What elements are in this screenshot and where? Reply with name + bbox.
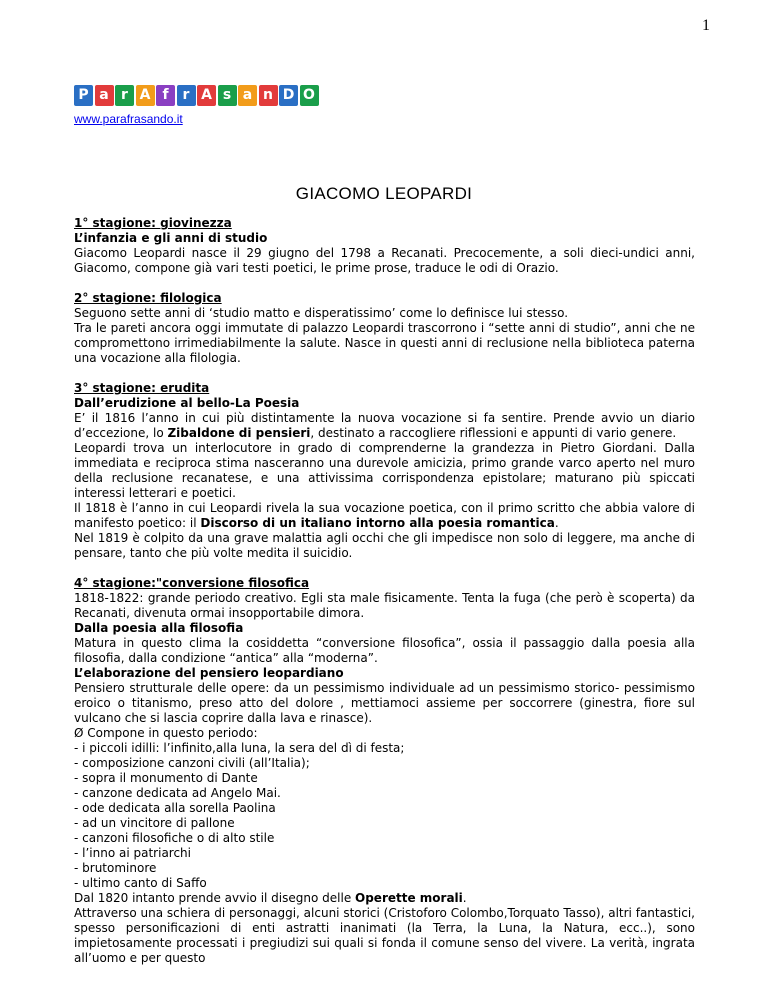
logo-letter: n: [259, 85, 278, 106]
logo-letter: A: [136, 85, 155, 106]
site-link[interactable]: www.parafrasando.it: [74, 112, 183, 126]
list-item: - canzoni filosofiche o di alto stile: [74, 831, 275, 845]
section-subhead: Dall’erudizione al bello-La Poesia: [74, 396, 300, 410]
list-item: - brutominore: [74, 861, 157, 875]
logo-letter: r: [177, 85, 196, 106]
section-2: [74, 291, 695, 366]
logo-letter: O: [300, 85, 319, 106]
section-subhead: L’infanzia e gli anni di studio: [74, 231, 268, 245]
paragraph-text: .: [554, 516, 559, 530]
paragraph-text: , destinato a raccogliere riflessioni e appunti di vario genere.: [310, 426, 677, 440]
paragraph: Nel 1819 è colpito da una grave malattia agli occhi che gli impedisce non solo di leggere, ma anche di pensare, tanto che più volte medita il suicidio.: [74, 531, 695, 560]
paragraph: 1818-1822: grande periodo creativo. Egli sta male fisicamente. Tenta la fuga (che però è scoperta) da Recanati, divenuta ormai insopportabile dimora.: [74, 591, 695, 620]
logo-letter: f: [156, 85, 175, 106]
paragraph: [74, 501, 695, 531]
logo-letter: r: [115, 85, 134, 106]
list-item: - ode dedicata alla sorella Paolina: [74, 801, 276, 815]
list-intro: Ø Compone in questo periodo:: [74, 726, 258, 740]
work-title: Zibaldone di pensieri: [167, 426, 311, 440]
logo-letter: A: [197, 85, 216, 106]
list-item: - canzone dedicata ad Angelo Mai.: [74, 786, 281, 800]
paragraph: Tra le pareti ancora oggi immutate di palazzo Leopardi trascorrono i “sette anni di studio”, anni che ne compromettono irrimediabilmente la salute. Nasce in questi anni di reclusione nella biblioteca paterna una vocazione alla filologia.: [74, 321, 695, 365]
paragraph: Pensiero strutturale delle opere: da un pessimismo individuale ad un pessimismo storico- pessimismo eroico o titanismo, preso atto del dolore , mettiamoci assieme per soccorrere (ginestra, fiore sul vulcano che si lascia coprire dalla lava e rinasce).: [74, 681, 695, 725]
list-item: - i piccoli idilli: l’infinito,alla luna, la sera del dì di festa;: [74, 741, 405, 755]
paragraph: Giacomo Leopardi nasce il 29 giugno del 1798 a Recanati. Precocemente, a soli dieci-undici anni, Giacomo, compone già vari testi poetici, le prime prose, traduce le odi di Orazio.: [74, 246, 695, 275]
page-number: 1: [702, 17, 710, 34]
document-title: GIACOMO LEOPARDI: [295, 184, 473, 203]
parafrasando-logo[interactable]: [74, 85, 320, 106]
list-item: - l’inno ai patriarchi: [74, 846, 191, 860]
section-3: [74, 381, 695, 561]
paragraph: [74, 891, 695, 906]
section-1: [74, 216, 695, 276]
paragraph: Leopardi trova un interlocutore in grado di comprenderne la grandezza in Pietro Giordani. Dalla immediata e reciproca stima nasceranno una durevole amicizia, primo grande varco aperto nel muro della reclusione recanatese, e una attivissima corrispondenza epistolare; maturano più spiccati interessi letterari e poetici.: [74, 441, 695, 500]
paragraph-text: Dal 1820 intanto prende avvio il disegno delle: [74, 891, 356, 905]
list-item: - ultimo canto di Saffo: [74, 876, 207, 890]
logo-letter: a: [95, 85, 114, 106]
works-list: [74, 741, 695, 891]
logo-letter: P: [74, 85, 93, 106]
paragraph: Attraverso una schiera di personaggi, alcuni storici (Cristoforo Colombo,Torquato Tasso), altri fantastici, spesso personificazioni di enti astratti inanimati (la Terra, la Luna, la Natura, ecc..), sono impietosamente processati i pregiudizi sui quali si fonda il comune senso del vivere. La verità, ingrata all’uomo e per questo: [74, 906, 695, 965]
list-item: - composizione canzoni civili (all’Italia);: [74, 756, 310, 770]
section-4: [74, 576, 695, 966]
paragraph-text: Il 1818 è l’anno in cui Leopardi rivela la sua vocazione poetica, con il primo scritto che abbia valore di manifesto poetico: il: [74, 501, 695, 530]
paragraph: [74, 411, 695, 441]
paragraph: Seguono sette anni di ‘studio matto e disperatissimo’ come lo definisce lui stesso.: [74, 306, 569, 320]
section-title: 4° stagione:"conversione filosofica: [74, 576, 310, 590]
section-title: 3° stagione: erudita: [74, 381, 210, 395]
logo-letter: s: [218, 85, 237, 106]
section-subhead: Dalla poesia alla filosofia: [74, 621, 244, 635]
work-title: Discorso di un italiano intorno alla poesia romantica: [200, 516, 555, 530]
work-title: Operette morali: [355, 891, 463, 905]
logo-letter: a: [238, 85, 257, 106]
section-title: 2° stagione: filologica: [74, 291, 222, 305]
paragraph: Matura in questo clima la cosiddetta “conversione filosofica”, ossia il passaggio dalla poesia alla filosofia, dalla condizione “antica” alla “moderna”.: [74, 636, 695, 665]
document-body: [74, 216, 695, 981]
section-title: 1° stagione: giovinezza: [74, 216, 232, 230]
logo-letter: D: [279, 85, 298, 106]
paragraph-text: .: [462, 891, 467, 905]
paragraph-text: E’ il 1816 l’anno in cui più distintamente la nuova vocazione si fa sentire. Prende avvio un diario d’eccezione, lo: [74, 411, 695, 440]
list-item: - sopra il monumento di Dante: [74, 771, 258, 785]
section-subhead: L’elaborazione del pensiero leopardiano: [74, 666, 344, 680]
list-item: - ad un vincitore di pallone: [74, 816, 235, 830]
